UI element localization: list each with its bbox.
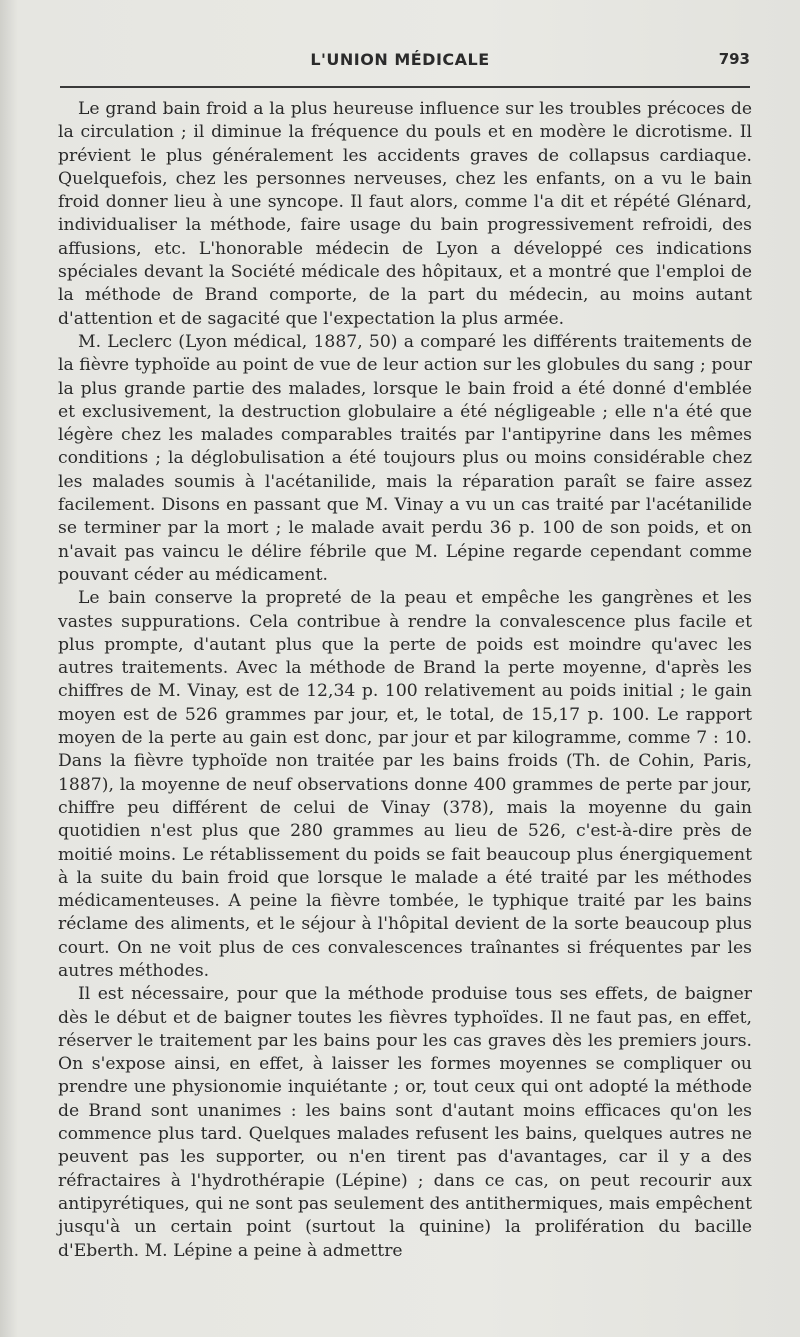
page-number: 793 [718, 50, 750, 68]
paragraph-bain-froid-circulation: Le grand bain froid a la plus heureuse influence sur les troubles précoces de la circulation ; il diminue la fréquence du pouls et en modère le dicrotisme. Il prévient le plus généralement les accidents graves de collapsus cardiaque. Quelquefois, chez les personnes nerveuses, chez les enfants, on a vu le bain froid donner lieu à une syncope. Il faut alors, comme l'a dit et répété Glénard, individualiser la méthode, faire usage du bain progressivement refroidi, des affusions, etc. L'honorable médecin de Lyon a développé ces indications spéciales devant la Société médicale des hôpitaux, et a montré que l'emploi de la méthode de Brand comporte, de la part du médecin, au moins autant d'attention et de sagacité que l'expectation la plus armée. [58, 99, 752, 329]
paragraph-perte-de-poids: Le bain conserve la propreté de la peau et empêche les gangrènes et les vastes suppurations. Cela contribue à rendre la convalescence plus facile et plus prompte, d'autant plus que la perte de poids est moindre qu'avec les autres traitements. Avec la méthode de Brand la perte moyenne, d'après les chiffres de M. Vinay, est de 12,34 p. 100 relativement au poids initial ; le gain moyen est de 526 grammes par jour, et, le total, de 15,17 p. 100. Le rapport moyen de la perte au gain est donc, par jour et par kilogramme, comme 7 : 10. Dans la fièvre typhoïde non traitée par les bains froids (Th. de Cohin, Paris, 1887), la moyenne de neuf observations donne 400 grammes de perte par jour, chiffre peu différent de celui de Vinay (378), mais la moyenne du gain quotidien n'est plus que 280 grammes au lieu de 526, c'est-à-dire près de moitié moins. Le rétablissement du poids se fait beaucoup plus énergiquement à la suite du bain froid que lorsque le malade a été traité par les méthodes médicamenteuses. A peine la fièvre tombée, le typhique traité par les bains réclame des aliments, et le séjour à l'hôpital devient de la sorte beaucoup plus court. On ne voit plus de ces convalescences traînantes si fréquentes par les autres méthodes. [58, 588, 752, 981]
header-rule [60, 86, 750, 88]
journal-title: L'UNION MÉDICALE [310, 50, 490, 69]
body-text [58, 98, 752, 1263]
paragraph-leclerc-globules: M. Leclerc (Lyon médical, 1887, 50) a comparé les différents traitements de la fièvre typhoïde au point de vue de leur action sur les globules du sang ; pour la plus grande partie des malades, lorsque le bain froid a été donné d'emblée et exclusivement, la destruction globulaire a été négligeable ; elle n'a été que légère chez les malades comparables traités par l'antipyrine dans les mêmes conditions ; la déglobulisation a été toujours plus ou moins considérable chez les malades soumis à l'acétanilide, mais la réparation paraît se faire assez facilement. Disons en passant que M. Vinay a vu un cas traité par l'acétanilide se terminer par la mort ; le malade avait perdu 36 p. 100 de son poids, et on n'avait pas vaincu le délire fébrile que M. Lépine regarde cependant comme pouvant céder au médicament. [58, 331, 752, 585]
running-head [0, 50, 800, 80]
paragraph-baigner-des-le-debut: Il est nécessaire, pour que la méthode produise tous ses effets, de baigner dès le début et de baigner toutes les fièvres typhoïdes. Il ne faut pas, en effet, réserver le traitement par les bains pour les cas graves dès les premiers jours. On s'expose ainsi, en effet, à laisser les formes moyennes se compliquer ou prendre une physionomie inquiétante ; or, tout ceux qui ont adopté la méthode de Brand sont unanimes : les bains sont d'autant moins efficaces qu'on les commence plus tard. Quelques malades refusent les bains, quelques autres ne peuvent pas les supporter, ou n'en tirent pas d'avantages, car il y a des réfractaires à l'hydrothérapie (Lépine) ; dans ce cas, on peut recourir aux antipyrétiques, qui ne sont pas seulement des antithermiques, mais empêchent jusqu'à un certain point (surtout la quinine) la prolifération du bacille d'Eberth. M. Lépine a peine à admettre [58, 984, 752, 1261]
